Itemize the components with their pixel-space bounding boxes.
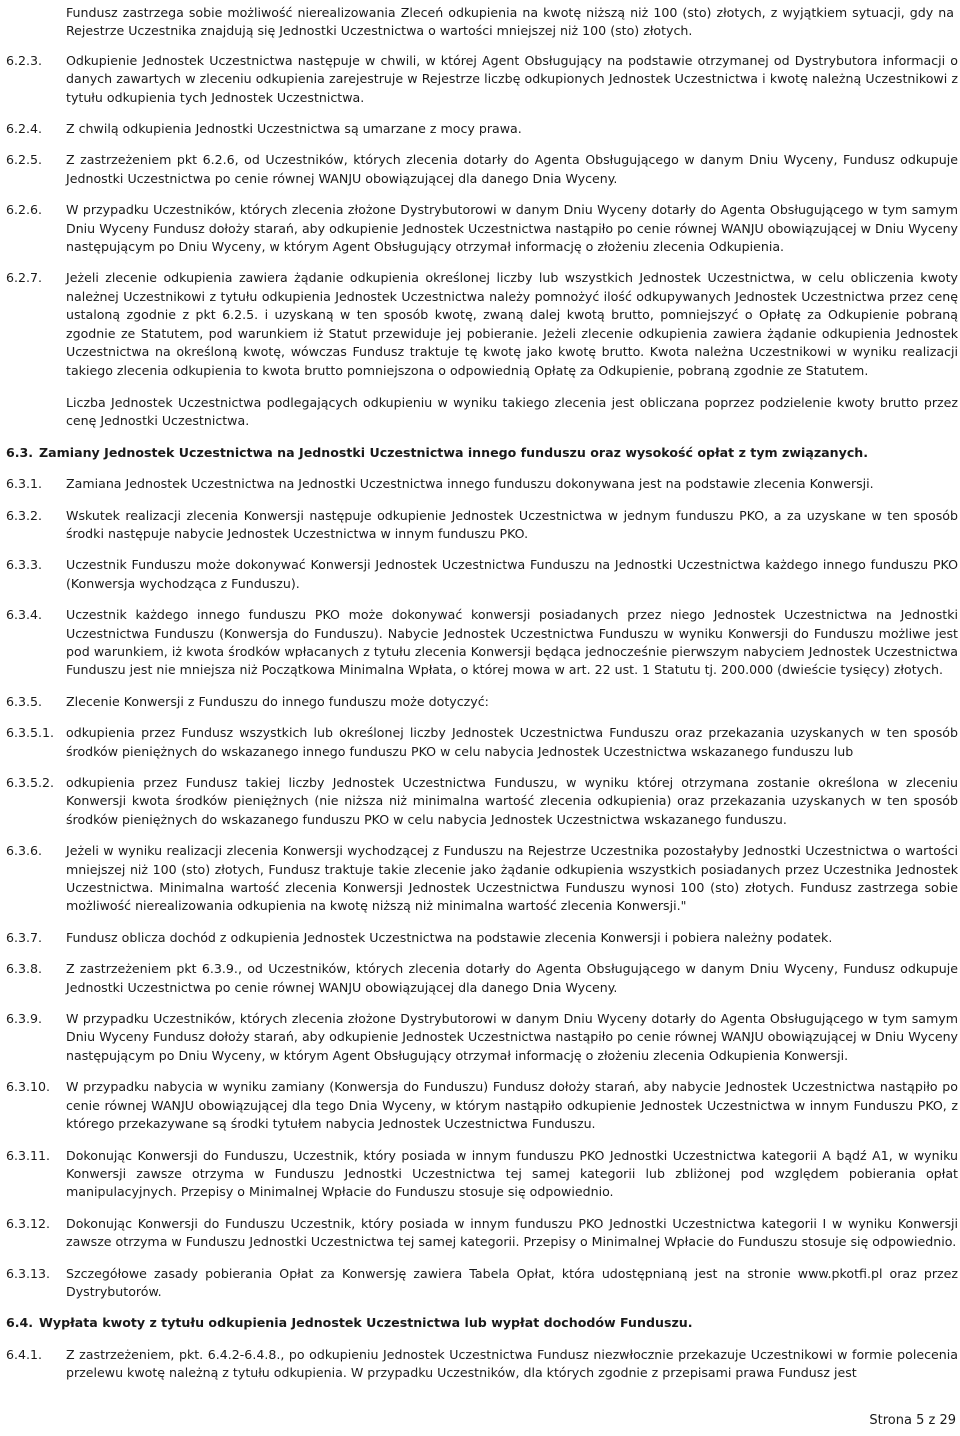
paragraph-text: Dokonując Konwersji do Funduszu Uczestnik, który posiada w innym funduszu PKO Jednostki Uczestnictwa kategorii I w wyniku Konwersji zawsze otrzyma w Funduszu Jednostki Uczestnictwa tej samej kategorii. Przepisy o Minimalnej Wpłacie do Funduszu stosuje się odpowiednio. bbox=[66, 1215, 958, 1250]
paragraph-number: 6.3.4. bbox=[6, 607, 43, 623]
page-footer bbox=[869, 1412, 956, 1430]
paragraph-number: 6.2.3. bbox=[6, 52, 43, 68]
paragraph-number: 6.3.5.1. bbox=[6, 725, 55, 741]
section-number: 6.4. bbox=[6, 1315, 34, 1331]
paragraph-6-3-7 bbox=[6, 929, 958, 947]
paragraph-text: Z zastrzeżeniem pkt 6.3.9., od Uczestników, których zlecenia dotarły do Agenta Obsługującego w danym Dniu Wyceny, Fundusz odkupuje Jednostki Uczestnictwa po cenie równej WANJU obowiązującej dla danego Dnia Wyceny. bbox=[66, 961, 958, 995]
paragraph-6-2-3 bbox=[6, 52, 958, 107]
paragraph-6-3-6 bbox=[6, 842, 958, 916]
paragraph-text: Wskutek realizacji zlecenia Konwersji następuje odkupienie Jednostek Uczestnictwa w jednym funduszu PKO, a za uzyskane w ten sposób środki następuje nabycie Jednostek Uczestnictwa w innym funduszu PKO. bbox=[66, 507, 958, 541]
paragraph-number: 6.3.3. bbox=[6, 557, 43, 573]
paragraph-text: odkupienia przez Fundusz takiej liczby Jednostek Uczestnictwa Funduszu, w wyniku której otrzymana zostanie określona w zleceniu Konwersji kwota środków pieniężnych (nie niższa niż minimalna wartość zlecenia odkupienia) oraz przekazania uzyskanych w ten sposób środków pieniężnych do wskazanego funduszu PKO w celu nabycia Jednostek Uczestnictwa wskazanego funduszu. bbox=[66, 775, 958, 827]
paragraph-6-3-5-2 bbox=[6, 774, 958, 829]
page-label: Strona bbox=[869, 1413, 912, 1428]
paragraph-text: Jeżeli zlecenie odkupienia zawiera żądanie odkupienia określonej liczby lub wszystkich Jednostek Uczestnictwa, w celu obliczenia kwoty należnej Uczestnikowi z tytułu odkupienia Jednostek Uczestnictwa należy pomnożyć ilość odkupywanych Jednostek Uczestnictwa przez cenę ustaloną zgodnie z pkt 6.2.5. i uzyskaną w ten sposób kwotę, zwaną dalej kwotą brutto, pomniejszyć o Opłatę za Odkupienie pobraną zgodnie ze Statutem, pod warunkiem iż Statut przewiduje jej pobieranie. Jeżeli zlecenie odkupienia zawiera żądanie odkupienia Jednostek Uczestnictwa na określoną kwotę, wówczas Fundusz traktuje tę kwotę jako kwotę brutto. Kwota należna Uczestnikowi w wyniku realizacji takiego zlecenia odkupienia to kwota brutto pomniejszona o odpowiednią Opłatę za Odkupienie, pobraną zgodnie ze Statutem. bbox=[66, 270, 958, 378]
paragraph-text: Szczegółowe zasady pobierania Opłat za Konwersję zawiera Tabela Opłat, która udostępnianą jest na stronie www.pkotfi.pl oraz przez Dystrybutorów. bbox=[66, 1265, 958, 1299]
paragraph-6-2-5 bbox=[6, 151, 958, 188]
paragraph-number: 6.2.5. bbox=[6, 152, 43, 168]
document-body bbox=[6, 4, 958, 1383]
paragraph-number: 6.2.7. bbox=[6, 270, 43, 286]
paragraph-text: Uczestnik każdego innego funduszu PKO może dokonywać konwersji posiadanych przez niego Jednostek Uczestnictwa na Jednostki Uczestnictwa Funduszu (Konwersja do Funduszu). Nabycie Jednostek Uczestnictwa Funduszu w wyniku Konwersji do Funduszu możliwe jest pod warunkiem, iż kwota środków wpłacanych z tytułu zlecenia Konwersji będąca jednocześnie pierwszym nabyciem Jednostek Uczestnictwa Funduszu jest nie mniejsza niż Początkowa Minimalna Wpłata, o której mowa w art. 22 ust. 1 Statutu tj. 200.000 (dwieście tysięcy) złotych. bbox=[66, 607, 958, 678]
paragraph-number: 6.3.13. bbox=[6, 1265, 51, 1281]
paragraph-number: 6.3.8. bbox=[6, 961, 43, 977]
paragraph-number: 6.3.9. bbox=[6, 1011, 43, 1027]
paragraph-6-3-4 bbox=[6, 606, 958, 680]
paragraph-text: odkupienia przez Fundusz wszystkich lub określonej liczby Jednostek Uczestnictwa Funduszu oraz przekazania uzyskanych w ten sposób środków pieniężnych do wskazanego innego funduszu PKO w celu nabycia Jednostek Uczestnictwa wskazanego funduszu lub bbox=[66, 725, 958, 759]
paragraph-number: 6.2.6. bbox=[6, 202, 43, 218]
paragraph-6-4-1 bbox=[6, 1346, 958, 1383]
paragraph-6-2-6 bbox=[6, 201, 958, 256]
section-title: Wypłata kwoty z tytułu odkupienia Jednostek Uczestnictwa lub wypłat dochodów Funduszu. bbox=[39, 1315, 693, 1331]
section-heading-6-4 bbox=[6, 1314, 958, 1332]
paragraph-6-3-8 bbox=[6, 960, 958, 997]
paragraph-text: Z chwilą odkupienia Jednostki Uczestnictwa są umarzane z mocy prawa. bbox=[66, 121, 522, 137]
paragraph-text: W przypadku Uczestników, których zlecenia złożone Dystrybutorowi w danym Dniu Wyceny dotarły do Agenta Obsługującego w tym samym Dniu Wyceny Fundusz dołoży starań, aby odkupienie Jednostek Uczestnictwa nastąpiło po cenie równej WANJU obowiązującej w Dniu Wyceny następującym po Dniu Wyceny, w którym Agent Obsługujący otrzymał informację o złożeniu zlecenia Odkupienia Konwersji. bbox=[66, 1011, 958, 1063]
page-total: 29 bbox=[939, 1413, 956, 1428]
intro-paragraph: Fundusz zastrzega sobie możliwość nierealizowania Zleceń odkupienia na kwotę niższą niż 100 (sto) złotych, z wyjątkiem sytuacji, gdy na Rejestrze Uczestnika znajdują się Jednostki Uczestnictwa o wartości mniejszej niż 100 (sto) złotych. bbox=[66, 5, 954, 39]
paragraph-text: Odkupienie Jednostek Uczestnictwa następuje w chwili, w której Agent Obsługujący na podstawie otrzymanej od Dystrybutora informacji o danych zawartych w zleceniu odkupienia zarejestruje w Rejestrze liczbę odkupionych Jednostek Uczestnictwa i kwotę należną Uczestnikowi z tytułu odkupienia tych Jednostek Uczestnictwa. bbox=[66, 52, 958, 105]
paragraph-number: 6.3.11. bbox=[6, 1147, 51, 1163]
paragraph-number: 6.3.6. bbox=[6, 843, 43, 859]
section-heading-6-3 bbox=[6, 444, 958, 462]
paragraph-6-3-5 bbox=[6, 693, 958, 711]
paragraph-6-3-12 bbox=[6, 1215, 958, 1252]
paragraph-6-3-9 bbox=[6, 1010, 958, 1065]
page-number: 5 bbox=[916, 1413, 925, 1428]
paragraph-number: 6.2.4. bbox=[6, 121, 43, 137]
paragraph-number: 6.3.2. bbox=[6, 507, 43, 523]
paragraph-number: 6.3.5.2. bbox=[6, 775, 55, 790]
paragraph-text: Dokonując Konwersji do Funduszu, Uczestnik, który posiada w innym funduszu PKO Jednostki Uczestnictwa kategorii A bądź A1, w wyniku Konwersji zawsze otrzyma w Funduszu Jednostki Uczestnictwa tej samej kategorii lub zbliżonej pod względem pobierania opłat manipulacyjnych. Przepisy o Minimalnej Wpłacie do Funduszu stosuje się odpowiednio. bbox=[66, 1147, 958, 1200]
paragraph-text: W przypadku nabycia w wyniku zamiany (Konwersja do Funduszu) Fundusz dołoży starań, aby nabycie Jednostek Uczestnictwa nastąpiło po cenie równej WANJU obowiązującej dla tego Dnia Wyceny, w którym nastąpiło odkupienie Jednostek Uczestnictwa w innym Funduszu PKO, z którego przekazywane są środki tytułem nabycia Jednostek Uczestnictwa Funduszu. bbox=[66, 1079, 958, 1132]
section-number: 6.3. bbox=[6, 444, 34, 460]
page-separator: z bbox=[928, 1413, 936, 1428]
paragraph-6-3-11 bbox=[6, 1147, 958, 1202]
paragraph-number: 6.3.1. bbox=[6, 476, 43, 492]
paragraph-6-2-7 bbox=[6, 269, 958, 379]
paragraph-number: 6.3.10. bbox=[6, 1079, 51, 1095]
paragraph-6-2-7-continued: Liczba Jednostek Uczestnictwa podlegających odkupieniu w wyniku takiego zlecenia jest obliczana poprzez podzielenie kwoty brutto przez cenę Jednostki Uczestnictwa. bbox=[66, 394, 958, 429]
paragraph-6-3-1 bbox=[6, 475, 958, 493]
paragraph-number: 6.4.1. bbox=[6, 1346, 43, 1362]
paragraph-6-2-4 bbox=[6, 120, 958, 138]
paragraph-text: Uczestnik Funduszu może dokonywać Konwersji Jednostek Uczestnictwa Funduszu na Jednostki Uczestnictwa każdego innego funduszu PKO (Konwersja wychodząca z Funduszu). bbox=[66, 557, 958, 591]
paragraph-6-3-2 bbox=[6, 507, 958, 544]
paragraph-text: Fundusz oblicza dochód z odkupienia Jednostek Uczestnictwa na podstawie zlecenia Konwersji i pobiera należny podatek. bbox=[66, 929, 833, 945]
paragraph-text: Z zastrzeżeniem, pkt. 6.4.2-6.4.8., po odkupieniu Jednostek Uczestnictwa Fundusz niezwłocznie przekazuje Uczestnikowi w formie polecenia przelewu kwotę należną z tytułu odkupienia. W przypadku Uczestników, dla których zgodnie z przepisami prawa Fundusz jest bbox=[66, 1346, 958, 1381]
paragraph-text: Jeżeli w wyniku realizacji zlecenia Konwersji wychodzącej z Funduszu na Rejestrze Uczestnika pozostałyby Jednostki Uczestnictwa o wartości mniejszej niż 100 (sto) złotych, Fundusz traktuje takie zlecenie jako żądanie odkupienia wszystkich posiadanych przez Uczestnika Jednostek Uczestnictwa. Minimalna wartość zlecenia Konwersji Jednostek Uczestnictwa Funduszu wynosi 100 (sto) złotych. Fundusz zastrzega sobie możliwość nierealizowania odkupienia na kwotę niższą niż minimalna wartość zlecenia Konwersji." bbox=[66, 843, 958, 914]
paragraph-text: Z zastrzeżeniem pkt 6.2.6, od Uczestników, których zlecenia dotarły do Agenta Obsługującego w danym Dniu Wyceny, Fundusz odkupuje Jednostki Uczestnictwa po cenie równej WANJU obowiązującej dla danego Dnia Wyceny. bbox=[66, 152, 958, 186]
paragraph-6-3-3 bbox=[6, 556, 958, 593]
section-title: Zamiany Jednostek Uczestnictwa na Jednostki Uczestnictwa innego funduszu oraz wysokość opłat z tym związanych. bbox=[39, 444, 869, 460]
paragraph-text: Zlecenie Konwersji z Funduszu do innego funduszu może dotyczyć: bbox=[66, 693, 489, 709]
paragraph-number: 6.3.7. bbox=[6, 929, 43, 945]
paragraph-number: 6.3.5. bbox=[6, 693, 43, 709]
paragraph-number: 6.3.12. bbox=[6, 1215, 51, 1231]
paragraph-text: W przypadku Uczestników, których zlecenia złożone Dystrybutorowi w danym Dniu Wyceny dotarły do Agenta Obsługującego w tym samym Dniu Wyceny Fundusz dołoży starań, aby odkupienie Jednostek Uczestnictwa nastąpiło po cenie równej WANJU obowiązującej w Dniu Wyceny następującym po Dniu Wyceny, w którym Agent Obsługujący otrzymał informację o złożeniu zlecenia Odkupienia. bbox=[66, 202, 958, 255]
paragraph-6-3-10 bbox=[6, 1078, 958, 1133]
paragraph-text: Zamiana Jednostek Uczestnictwa na Jednostki Uczestnictwa innego funduszu dokonywana jest na podstawie zlecenia Konwersji. bbox=[66, 476, 874, 492]
paragraph-6-3-5-1 bbox=[6, 724, 958, 761]
paragraph-6-3-13 bbox=[6, 1265, 958, 1302]
